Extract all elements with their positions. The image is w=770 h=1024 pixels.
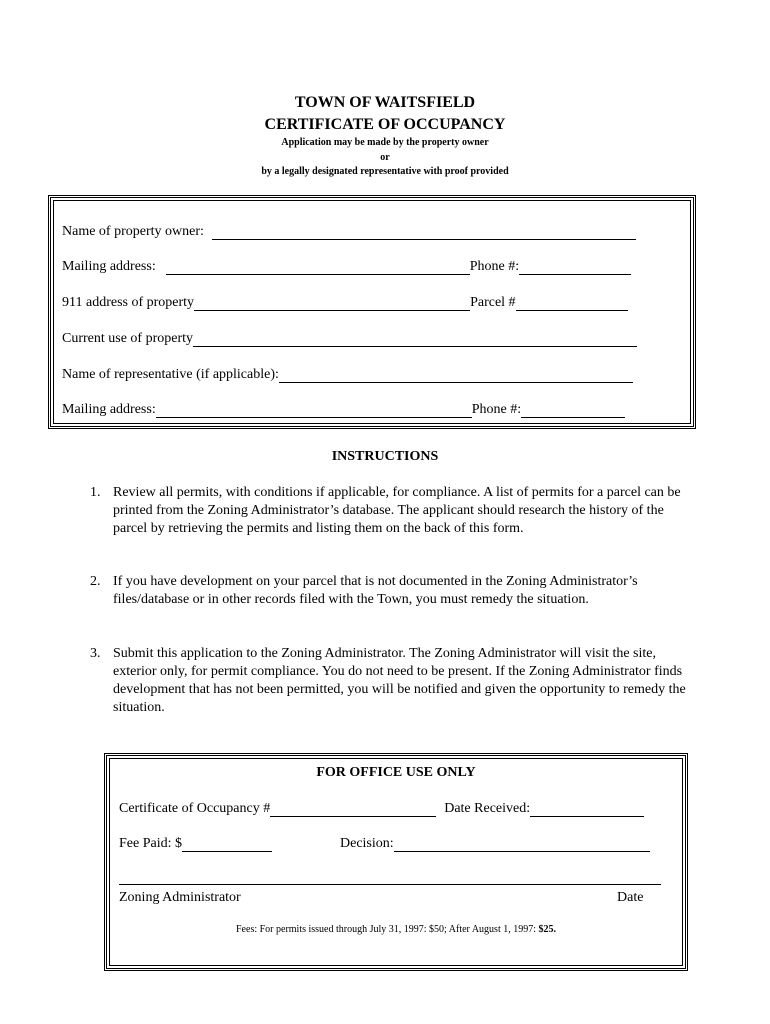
office-use-box bbox=[104, 753, 688, 971]
address911-row bbox=[62, 295, 628, 311]
fee-row bbox=[119, 836, 650, 852]
address911-label: 911 address of property bbox=[62, 295, 195, 310]
cert-row bbox=[119, 801, 644, 817]
owner-row bbox=[62, 224, 636, 240]
item-text: If you have development on your parcel that is not documented in the Zoning Administrator’s files/database or in other records filed with the Town, you must remedy the situation. bbox=[113, 574, 638, 607]
rep-mailing-field[interactable] bbox=[156, 405, 472, 418]
fees-amount: $25. bbox=[538, 924, 556, 935]
mailing-field[interactable] bbox=[166, 262, 470, 275]
fee-field[interactable] bbox=[182, 839, 272, 852]
mailing-label: Mailing address: bbox=[62, 259, 156, 274]
rep-row bbox=[62, 367, 633, 383]
subtitle-line1: Application may be made by the property owner bbox=[281, 137, 489, 148]
office-use-heading: FOR OFFICE USE ONLY bbox=[316, 765, 476, 780]
item-number: 2. bbox=[90, 574, 101, 589]
rep-phone-field[interactable] bbox=[521, 405, 625, 418]
instruction-item bbox=[90, 573, 690, 609]
signature-line[interactable] bbox=[119, 884, 661, 885]
date-label: Date bbox=[617, 890, 644, 905]
instructions-heading: INSTRUCTIONS bbox=[331, 449, 439, 464]
current-use-field[interactable] bbox=[193, 334, 637, 347]
doc-title-line1: TOWN OF WAITSFIELD bbox=[294, 94, 476, 111]
address911-field[interactable] bbox=[194, 298, 470, 311]
instruction-item bbox=[90, 645, 690, 717]
current-use-row bbox=[62, 331, 637, 347]
date-received-label: Date Received: bbox=[444, 801, 531, 816]
date-received-field[interactable] bbox=[530, 804, 644, 817]
item-number: 3. bbox=[90, 646, 101, 661]
instruction-item bbox=[90, 484, 690, 538]
decision-field[interactable] bbox=[394, 839, 650, 852]
rep-label: Name of representative (if applicable): bbox=[62, 367, 279, 382]
doc-title-line2: CERTIFICATE OF OCCUPANCY bbox=[264, 116, 506, 133]
phone-field[interactable] bbox=[519, 262, 631, 275]
cert-field[interactable] bbox=[270, 804, 436, 817]
rep-mailing-label: Mailing address: bbox=[62, 402, 156, 417]
subtitle-line2: or bbox=[380, 152, 390, 163]
rep-phone-label: Phone #: bbox=[471, 402, 522, 417]
phone-label: Phone #: bbox=[469, 259, 520, 274]
rep-field[interactable] bbox=[279, 370, 633, 383]
fees-note bbox=[104, 924, 688, 935]
subtitle-line3: by a legally designated representative with proof provided bbox=[261, 166, 509, 177]
current-use-label: Current use of property bbox=[62, 331, 194, 346]
cert-label: Certificate of Occupancy # bbox=[119, 801, 271, 816]
rep-mailing-row bbox=[62, 402, 625, 418]
item-number: 1. bbox=[90, 485, 101, 500]
item-text: Review all permits, with conditions if applicable, for compliance. A list of permits for a parcel can be printed from the Zoning Administrator’s database. The applicant should research the history of the parcel by retrieving the permits and listing them on the back of this form. bbox=[113, 485, 681, 536]
item-text: Submit this application to the Zoning Administrator. The Zoning Administrator will visit the site, exterior only, for permit compliance. You do not need to be present. If the Zoning Administrator finds development that has not been permitted, you will be notified and given the opportunity to remedy the situation. bbox=[113, 646, 686, 715]
parcel-field[interactable] bbox=[516, 298, 628, 311]
fee-label: Fee Paid: $ bbox=[119, 836, 182, 851]
mailing-row bbox=[62, 259, 631, 275]
owner-label: Name of property owner: bbox=[62, 224, 204, 239]
decision-label: Decision: bbox=[340, 836, 394, 851]
fees-text: Fees: For permits issued through July 31, 1997: $50; After August 1, 1997: bbox=[236, 924, 539, 935]
owner-field[interactable] bbox=[212, 227, 636, 240]
parcel-label: Parcel # bbox=[470, 295, 516, 310]
zoning-admin-label: Zoning Administrator bbox=[119, 890, 241, 905]
